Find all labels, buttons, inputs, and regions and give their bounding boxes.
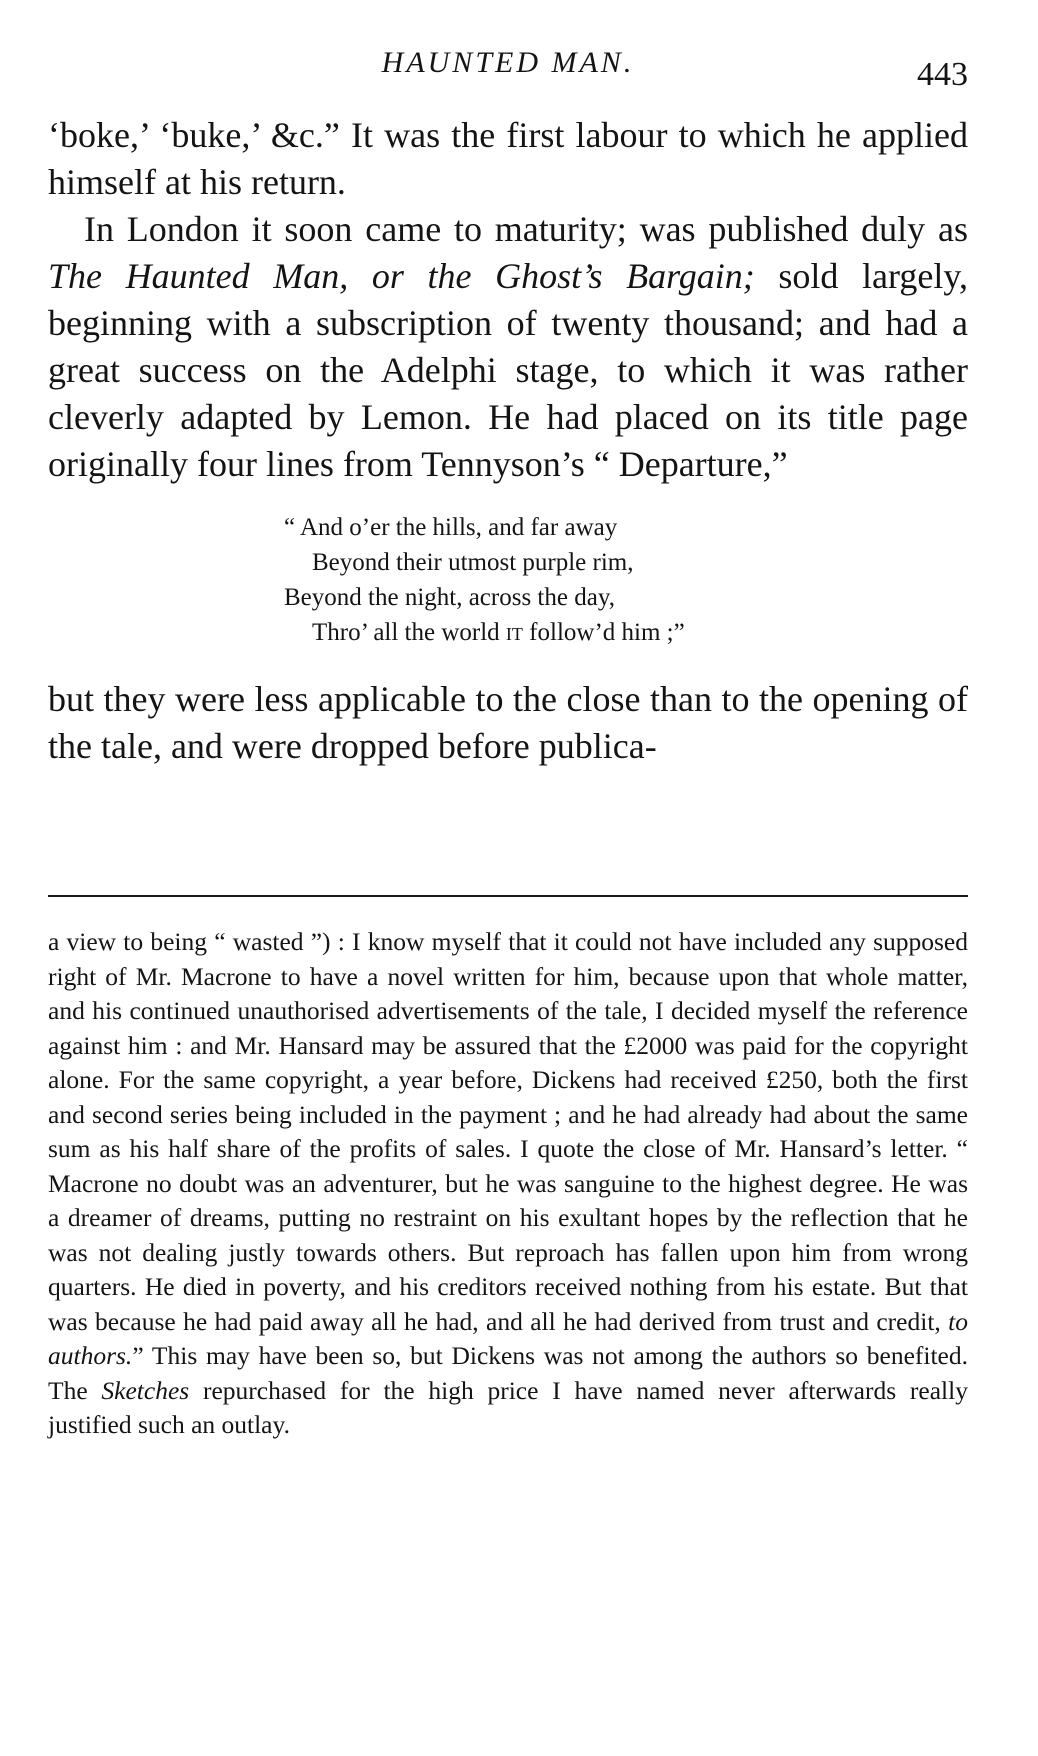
footnote-text: repurchased for the high price I have named never afterwards really justified such an outlay. [48,1375,968,1439]
verse-text: follow’d him ;” [522,619,685,646]
paragraph-continuation: ‘boke,’ ‘buke,’ &c.” It was the first labour to which he applied himself at his return. [48,115,968,202]
page-number: 443 [917,56,968,93]
footnote [48,925,968,1443]
running-title: HAUNTED MAN. [381,46,635,79]
running-head [48,42,968,92]
verse-small-caps: it [505,619,523,646]
verse-line-2: Beyond their utmost purple rim, [312,549,634,576]
verse-line-1: “ And o’er the hills, and far away [284,514,618,541]
paragraph-text: In London it soon came to maturity; was published duly as [84,209,968,249]
verse-text: Thro’ all the world [312,619,506,646]
book-title: The Haunted Man, or the Ghost’s Bargain; [48,256,755,296]
verse-line-3: Beyond the night, across the day, [284,584,615,611]
main-text [48,112,968,770]
footnote-text: ” This may have been so, but Dickens was not among the authors so benefited. The [48,1341,968,1405]
footnote-text: a view to being “ wasted ”) : I know myself that it could not have included any supposed right of Mr. Macrone to have a novel written for him, because upon that whole matter, and his continued unauthorised advertisements of the tale, I decided myself the reference against him : and Mr. Hansard may be assured that the £2000 was paid for the copyright alone. For the same copyright, a year before, Dickens had received £250, both the first and second series being included in the payment ; and he had already had about the same sum as his half share of the profits of sales. I quote the close of Mr. Hansard’s letter. “ Macrone no doubt was an adventurer, but he was sanguine to the highest degree. He was a dreamer of dreams, putting no restraint on his exultant hopes by the reflection that he was not dealing justly towards others. But reproach has fallen upon him from wrong quarters. He died in poverty, and his creditors received nothing from his estate. But that was because he had paid away all he had, and all he had derived from trust and credit, [48,927,968,1336]
paragraph-after-verse: but they were less applicable to the close than to the opening of the tale, and were dropped before publica- [48,679,968,766]
verse-quotation [284,510,968,650]
paragraph-text: sold largely, beginning with a subscription of twenty thousand; and had a great success on the Adelphi stage, to which it was rather cleverly adapted by Lemon. He had placed on its title page originally four lines from Tennyson’s “ Departure,” [48,256,968,484]
paragraph-publication [48,206,968,488]
footnote-emphasis: to authors. [48,1306,968,1370]
verse-line-4 [284,615,968,650]
footnote-rule [48,895,968,897]
footnote-book-title: Sketches [101,1375,190,1405]
